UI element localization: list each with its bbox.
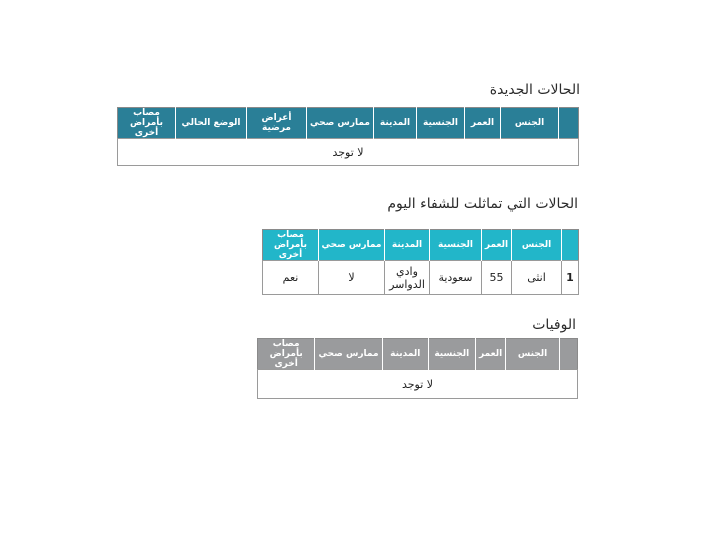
recovered-table bbox=[262, 229, 579, 295]
row-index: 1 bbox=[562, 261, 579, 295]
cell-nationality: سعودية bbox=[430, 261, 482, 295]
cell-city: وادي الدواسر bbox=[385, 261, 430, 295]
table-header-row bbox=[118, 108, 579, 139]
header-nationality: الجنسية bbox=[428, 339, 475, 370]
header-other-diseases: مصاب بأمراض أخرى bbox=[263, 230, 319, 261]
header-age: العمر bbox=[475, 339, 506, 370]
header-health-practitioner: ممارس صحي bbox=[315, 339, 382, 370]
header-other-diseases: مصاب بأمراض أخرى bbox=[258, 339, 315, 370]
header-city: المدينة bbox=[382, 339, 428, 370]
cell-age: 55 bbox=[482, 261, 512, 295]
header-city: المدينة bbox=[374, 108, 417, 139]
header-city: المدينة bbox=[385, 230, 430, 261]
header-nationality: الجنسية bbox=[417, 108, 465, 139]
cell-gender: انثى bbox=[512, 261, 562, 295]
table-row bbox=[258, 370, 578, 399]
cell-health-practitioner: لا bbox=[319, 261, 385, 295]
header-gender: الجنس bbox=[512, 230, 562, 261]
header-gender: الجنس bbox=[501, 108, 559, 139]
new-cases-table bbox=[117, 107, 579, 166]
header-index bbox=[559, 108, 579, 139]
header-symptoms: أعراض مرضية bbox=[247, 108, 307, 139]
header-current-status: الوضع الحالي bbox=[176, 108, 247, 139]
cell-other-diseases: نعم bbox=[263, 261, 319, 295]
table-row bbox=[118, 139, 579, 166]
header-other-diseases: مصاب بأمراض أخرى bbox=[118, 108, 176, 139]
deaths-title: الوفيات bbox=[532, 317, 576, 333]
header-nationality: الجنسية bbox=[430, 230, 482, 261]
table-header-row bbox=[263, 230, 579, 261]
table-header-row bbox=[258, 339, 578, 370]
empty-message: لا توجد bbox=[258, 370, 578, 399]
header-health-practitioner: ممارس صحي bbox=[307, 108, 374, 139]
deaths-table bbox=[257, 338, 578, 399]
header-index bbox=[562, 230, 579, 261]
header-gender: الجنس bbox=[506, 339, 559, 370]
table-row bbox=[263, 261, 579, 295]
header-age: العمر bbox=[482, 230, 512, 261]
header-age: العمر bbox=[465, 108, 501, 139]
header-index bbox=[559, 339, 577, 370]
new-cases-title: الحالات الجديدة bbox=[489, 82, 580, 98]
header-health-practitioner: ممارس صحي bbox=[319, 230, 385, 261]
recovered-title: الحالات التي تماثلت للشفاء اليوم bbox=[387, 196, 578, 212]
empty-message: لا توجد bbox=[118, 139, 579, 166]
